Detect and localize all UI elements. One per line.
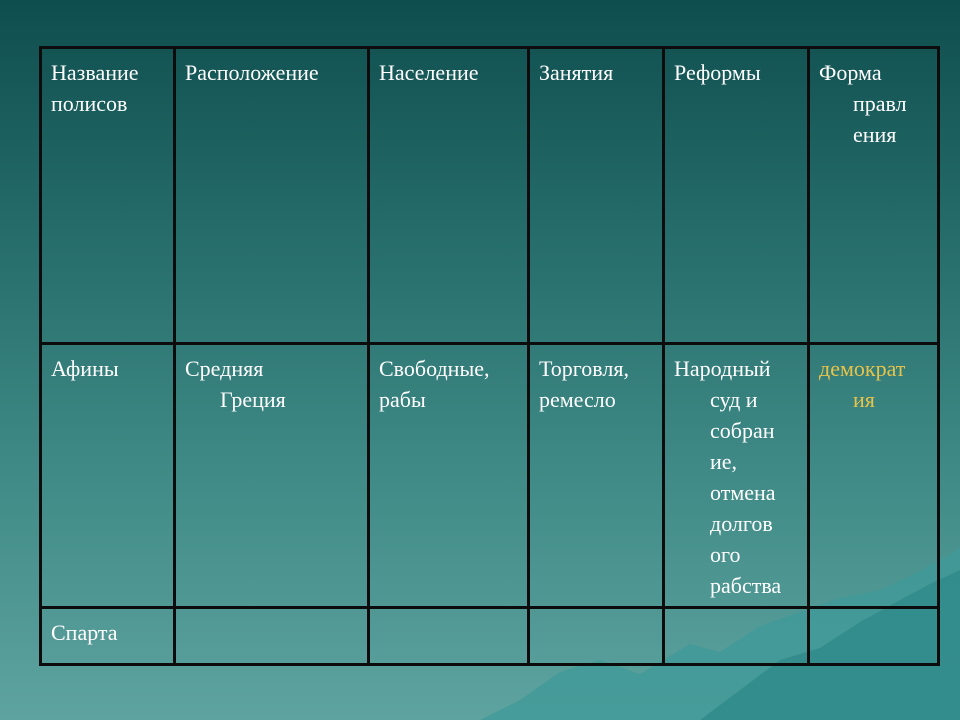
sparta-occupation-cell	[529, 608, 664, 665]
header-cell-name: Название полисов	[41, 48, 175, 344]
header-row	[41, 48, 939, 344]
table-row-sparta	[41, 608, 939, 665]
athens-name-cell: Афины	[41, 344, 175, 608]
header-cell-reforms: Реформы	[664, 48, 809, 344]
header-cell-occupation: Занятия	[529, 48, 664, 344]
athens-occupation-cell: Торговля, ремесло	[529, 344, 664, 608]
athens-government-cell: демократ ия	[809, 344, 939, 608]
table-row-athens	[41, 344, 939, 608]
athens-reforms-cell: Народный суд и собран ие, отмена долгов ого рабства	[664, 344, 809, 608]
header-cell-population: Население	[369, 48, 529, 344]
sparta-reforms-cell	[664, 608, 809, 665]
sparta-name-cell: Спарта	[41, 608, 175, 665]
sparta-government-cell	[809, 608, 939, 665]
sparta-population-cell	[369, 608, 529, 665]
poleis-table	[39, 46, 940, 666]
header-cell-location: Расположение	[175, 48, 369, 344]
athens-location-cell: Средняя Греция	[175, 344, 369, 608]
header-cell-government: Форма правл ения	[809, 48, 939, 344]
sparta-location-cell	[175, 608, 369, 665]
athens-population-cell: Свободные, рабы	[369, 344, 529, 608]
